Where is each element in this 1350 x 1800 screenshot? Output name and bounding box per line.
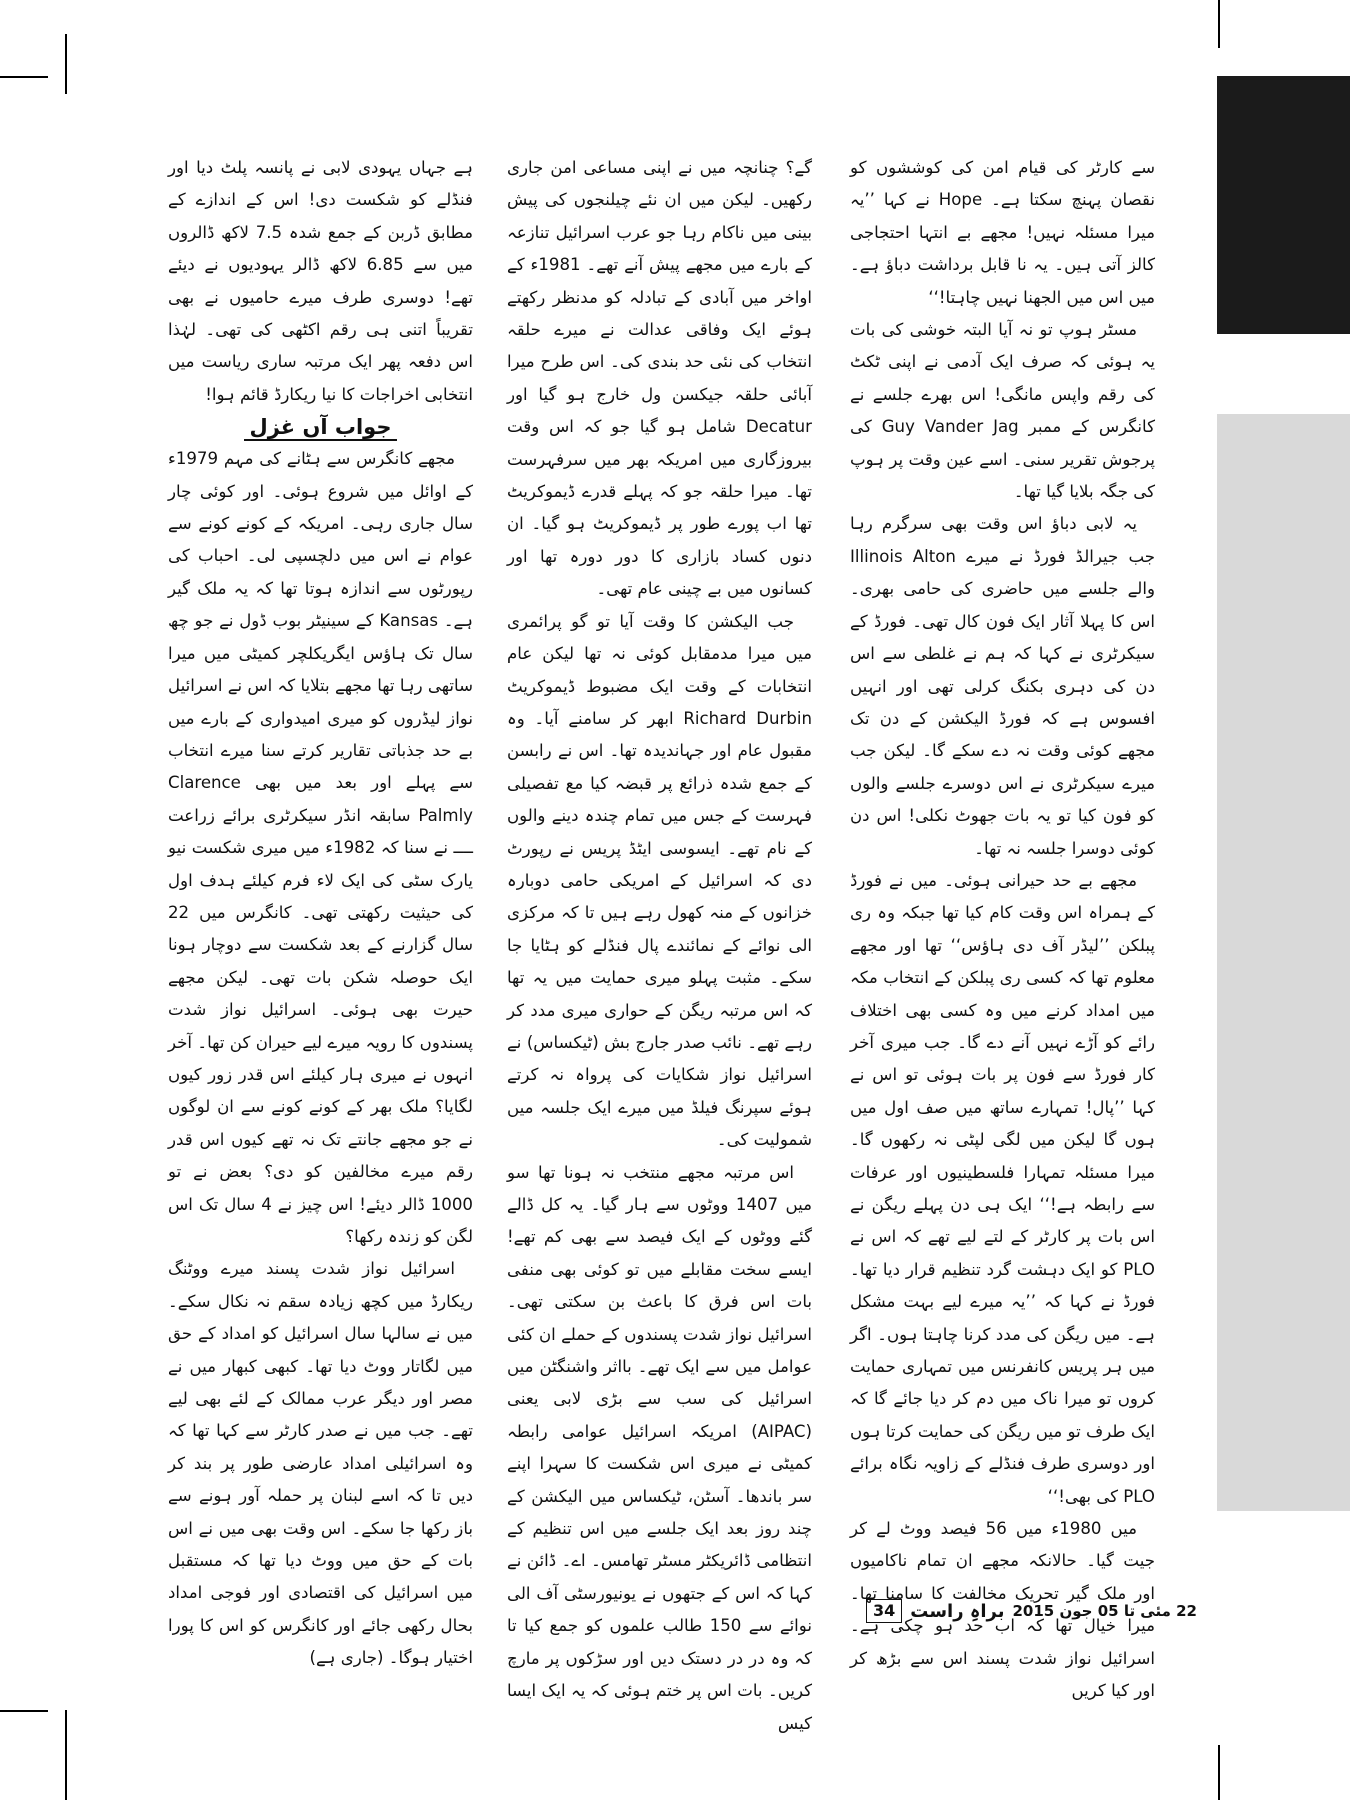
crop-mark-bottom-left-vertical: [65, 1710, 67, 1800]
paragraph: ہے جہاں یہودی لابی نے پانسہ پلٹ دیا اور فنڈلے کو شکست دی! اس کے اندازے کے مطابق ڈربن کے جمع شدہ 7.5 لاکھ ڈالروں میں سے 6.85 لاکھ ڈالر یہودیوں نے دیئے تھے! دوسری طرف میرے حامیوں نے بھی تقریباً اتنی ہی رقم اکٹھی کی تھی۔ لہٰذا اس دفعہ پھر ایک مرتبہ ساری ریاست میں انتخابی اخراجات کا نیا ریکارڈ قائم ہوا!: [168, 158, 473, 404]
crop-mark-top-right-vertical: [1218, 0, 1220, 48]
article-column-left: [168, 152, 473, 1668]
article-column-middle: [506, 152, 813, 1733]
paragraph: گے؟ چنانچہ میں نے اپنی مساعی امن جاری رکھیں۔ لیکن میں ان نئے چیلنجوں کی پیش بینی میں ناکام رہا جو عرب اسرائیل تنازعہ کے بارے میں مجھے پیش آنے تھے۔ 1981ء کے اواخر میں آبادی کے تبادلہ کو مدنظر رکھتے ہوئے ایک وفاقی عدالت نے میرے حلقہ انتخاب کی نئی حد بندی کی۔ اس طرح میرا آبائی حلقہ جیکسن ول خارج ہو گیا اور Decatur شامل ہو گیا جو کہ اس وقت بیروزگاری میں امریکہ بھر میں سرفہرست تھا۔ میرا حلقہ جو کہ پہلے قدرے ڈیموکریٹ تھا اب پورے طور پر ڈیموکریٹ ہو گیا۔ ان دنوں کساد بازاری کا دور دورہ تھا اور کسانوں میں بے چینی عام تھی۔: [507, 158, 813, 599]
paragraph: اسرائیل نواز شدت پسند میرے ووٹنگ ریکارڈ میں کچھ زیادہ سقم نہ نکال سکے۔ میں نے سالہا سال اسرائیل کو امداد کے حق میں لگاتار ووٹ دیا تھا۔ کبھی کبھار میں نے مصر اور دیگر عرب ممالک کے لئے بھی لیے تھے۔ جب میں نے صدر کارٹر سے کہا تھا کہ وہ اسرائیلی امداد عارضی طور پر بند کر دیں تا کہ اسے لبنان پر حملہ آور ہونے سے باز رکھا جا سکے۔ اس وقت بھی میں نے اس بات کے حق میں ووٹ دیا تھا کہ مستقبل میں اسرائیل کی اقتصادی اور فوجی امداد بحال رکھی جائے اور کانگرس کو اس کا پورا اختیار ہوگا۔ (جاری ہے): [168, 1259, 473, 1668]
paragraph: اس مرتبہ مجھے منتخب نہ ہونا تھا سو میں 1407 ووٹوں سے ہار گیا۔ یہ کل ڈالے گئے ووٹوں کے ایک فیصد سے بھی کم تھے! ایسے سخت مقابلے میں تو کوئی بھی منفی بات اس فرق کا باعث بن سکتی تھی۔ اسرائیل نواز شدت پسندوں کے حملے ان کئی عوامل میں سے ایک تھے۔ بااثر واشنگٹن میں اسرائیل کی سب سے بڑی لابی یعنی (AIPAC) امریکہ اسرائیل عوامی رابطہ کمیٹی نے میری اس شکست کا سہرا اپنے سر باندھا۔ آسٹن، ٹیکساس میں الیکشن کے چند روز بعد ایک جلسے میں اس تنظیم کے انتظامی ڈائریکٹر مسٹر تھامس۔ اے۔ ڈائن نے کہا کہ اس کے جتھوں نے یونیورسٹی آف الی نوائے سے 150 طالب علموں کو جمع کیا تا کہ وہ در در دستک دیں اور سڑکوں پر مارچ کریں۔ بات اس پر ختم ہوئی کہ یہ ایک ایسا کیس: [506, 1162, 812, 1733]
paragraph: مسٹر ہوپ تو نہ آیا البتہ خوشی کی بات یہ ہوئی کہ صرف ایک آدمی نے اپنی ٹکٹ کی رقم واپس مانگی! اس بھرے جلسے نے کانگرس کے ممبر Guy Vander Jag کی پرجوش تقریر سنی۔ اسے عین وقت پر ہوپ کی جگہ بلایا گیا تھا۔: [850, 320, 1155, 502]
crop-mark-bottom-right-vertical: [1218, 1745, 1220, 1800]
page-footer: [873, 1598, 1197, 1624]
page-number: 34: [866, 1599, 902, 1623]
crop-mark-bottom-left-horizontal: [0, 1710, 48, 1712]
paragraph: مجھے کانگرس سے ہٹانے کی مہم 1979ء کے اوائل میں شروع ہوئی۔ اور کوئی چار سال جاری رہی۔ امریکہ کے کونے کونے سے عوام نے اس میں دلچسپی لی۔ احباب کی رپورٹوں سے اندازہ ہوتا تھا کہ یہ ملک گیر ہے۔ Kansas کے سینیٹر بوب ڈول نے جو چھ سال تک ہاؤس ایگریکلچر کمیٹی میں میرا ساتھی رہا تھا مجھے بتلایا کہ اس نے اسرائیل نواز لیڈروں کو میری امیدواری کے بارے میں بے حد جذباتی تقاریر کرتے سنا میرے انتخاب سے پہلے اور بعد میں بھی Clarence Palmly سابقہ انڈر سیکرٹری برائے زراعت ــــ نے سنا کہ 1982ء میں میری شکست نیو یارک سٹی کی ایک لاء فرم کیلئے ہدف اول کی حیثیت رکھتی تھی۔ کانگرس میں 22 سال گزارنے کے بعد شکست سے دوچار ہونا ایک حوصلہ شکن بات تھی۔ لیکن مجھے حیرت بھی ہوئی۔ اسرائیل نواز شدت پسندوں کا رویہ میرے لیے حیران کن تھا۔ آخر انہوں نے میری ہار کیلئے اس قدر زور کیوں لگایا؟ ملک بھر کے کونے کونے سے ان لوگوں نے جو مجھے جانتے تک نہ تھے کیوں اس قدر رقم میرے مخالفین کو دی؟ بعض نے تو 1000 ڈالر دیئے! اس چیز نے 4 سال تک اس لگن کو زندہ رکھا؟: [168, 449, 473, 1246]
paragraph: جب الیکشن کا وقت آیا تو گو پرائمری میں میرا مدمقابل کوئی نہ تھا لیکن عام انتخابات کے وقت ایک مضبوط ڈیموکریٹ Richard Durbin ابھر کر سامنے آیا۔ وہ مقبول عام اور جہاندیدہ تھا۔ اس نے رابسن کے جمع شدہ ذرائع پر قبضہ کیا مع تفصیلی فہرست کے جس میں تمام چندہ دینے والوں کے نام تھے۔ ایسوسی ایٹڈ پریس نے رپورٹ دی کہ اسرائیل کے امریکی حامی دوبارہ خزانوں کے منہ کھول رہے ہیں تا کہ مرکزی الی نوائے کے نمائندے پال فنڈلے کو ہٹایا جا سکے۔ مثبت پہلو میری حمایت میں یہ تھا کہ اس مرتبہ ریگن کے حواری میری مدد کر رہے تھے۔ نائب صدر جارج بش (ٹیکساس) نے اسرائیل نواز شکایات کی پرواہ نہ کرتے ہوئے سپرنگ فیلڈ میں میرے ایک جلسہ میں شمولیت کی۔: [507, 611, 812, 1150]
section-heading: [168, 413, 473, 441]
paragraph: سے کارٹر کی قیام امن کی کوششوں کو نقصان پہنچ سکتا ہے۔ Hope نے کہا ’’یہ میرا مسئلہ نہیں! مجھے بے انتہا احتجاجی کالز آتی ہیں۔ یہ نا قابل برداشت دباؤ ہے۔ میں اس میں الجھنا نہیں چاہتا!‘‘: [850, 158, 1155, 307]
issue-date: 22 مئی تا 05 جون 2015: [1012, 1602, 1197, 1620]
crop-mark-top-left-horizontal: [0, 76, 48, 78]
magazine-name: براہِ راست: [910, 1600, 1005, 1622]
crop-mark-top-left-vertical: [65, 34, 67, 94]
paragraph: میں 1980ء میں 56 فیصد ووٹ لے کر جیت گیا۔ حالانکہ مجھے ان تمام ناکامیوں اور ملک گیر تحریک مخالفت کا سامنا تھا۔ میرا خیال تھا کہ اب حد ہو چکی ہے۔ اسرائیل نواز شدت پسند اس سے بڑھ کر اور کیا کریں: [850, 1519, 1155, 1701]
section-heading-text: جواب آں غزل: [244, 415, 398, 441]
section-tab-dark: [1217, 76, 1350, 334]
paragraph: یہ لابی دباؤ اس وقت بھی سرگرم رہا جب جیرالڈ فورڈ نے میرے Illinois Alton والے جلسے میں حاضری کی حامی بھری۔ اس کا پہلا آثار ایک فون کال تھی۔ فورڈ کے سیکرٹری نے کہا کہ ہم نے غلطی سے اس دن کی دہری بکنگ کرلی تھی اور انہیں افسوس ہے کہ فورڈ الیکشن کے دن تک مجھے کوئی وقت نہ دے سکے گا۔ لیکن جب میرے سیکرٹری نے اس دوسرے جلسے والوں کو فون کیا تو یہ بات جھوٹ نکلی! اس دن کوئی دوسرا جلسہ نہ تھا۔: [850, 514, 1156, 858]
section-tab-grey: [1217, 414, 1350, 1511]
paragraph: مجھے بے حد حیرانی ہوئی۔ میں نے فورڈ کے ہمراہ اس وقت کام کیا تھا جبکہ وہ ری پبلکن ’’لیڈر آف دی ہاؤس‘‘ تھا اور مجھے معلوم تھا کہ کسی ری پبلکن کے انتخاب مکہ میں امداد کرنے میں وہ کسی بھی اختلاف رائے کو آڑے نہیں آنے دے گا۔ جب میری آخر کار فورڈ سے فون پر بات ہوئی تو اس نے کہا ’’پال! تمہارے ساتھ میں صف اول میں ہوں گا لیکن میں لگی لپٹی نہ رکھوں گا۔ میرا مسئلہ تمہارا فلسطینیوں اور عرفات سے رابطہ ہے!‘‘ ایک ہی دن پہلے ریگن نے اس بات پر کارٹر کے لتے لیے تھے کہ اس نے PLO کو ایک دہشت گرد تنظیم قرار دیا تھا۔ فورڈ نے کہا کہ ’’یہ میرے لیے بہت مشکل ہے۔ میں ریگن کی مدد کرنا چاہتا ہوں۔ اگر میں ہر پریس کانفرنس میں تمہاری حمایت کروں تو میرا ناک میں دم کر دیا جائے گا کہ ایک طرف تو میں ریگن کی حمایت کرتا ہوں اور دوسری طرف فنڈلے کے زاویہ نگاہ برائے PLO کی بھی!‘‘: [850, 870, 1155, 1506]
